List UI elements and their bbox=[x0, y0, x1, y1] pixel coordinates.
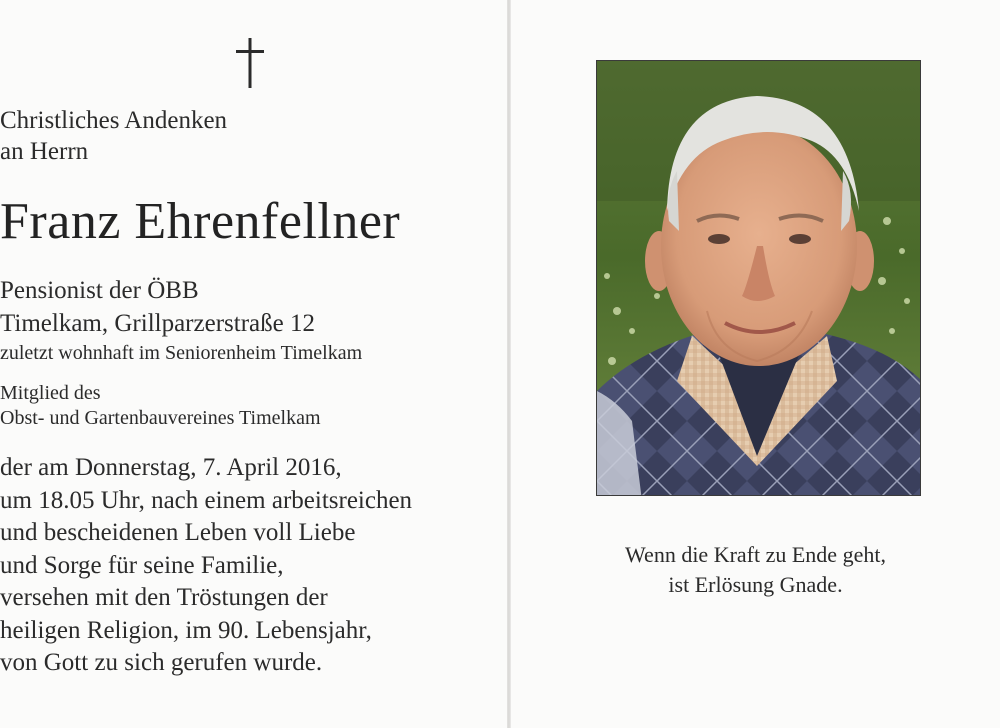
quote bbox=[511, 540, 1000, 600]
obituary-line: und bescheidenen Leben voll Liebe bbox=[0, 519, 356, 546]
portrait-photo bbox=[596, 60, 921, 496]
obituary-line: und Sorge für seine Familie, bbox=[0, 551, 284, 579]
portrait-illustration bbox=[597, 61, 921, 496]
membership-line: Obst- und Gartenbauvereines Timelkam bbox=[0, 407, 321, 429]
membership-line: Mitglied des bbox=[0, 382, 101, 404]
deceased-name: Franz Ehrenfellner bbox=[0, 193, 401, 250]
obituary-text bbox=[0, 452, 507, 680]
obituary-line: heiligen Religion, im 90. Lebensjahr, bbox=[0, 616, 372, 644]
quote-line: Wenn die Kraft zu Ende geht, bbox=[625, 542, 886, 567]
obituary-line: der am Donnerstag, 7. April 2016, bbox=[0, 454, 342, 481]
cross-icon bbox=[234, 38, 266, 88]
intro-text bbox=[0, 105, 507, 167]
address: Timelkam, Grillparzerstraße 12 bbox=[0, 310, 315, 337]
membership bbox=[0, 381, 507, 431]
intro-line: Christliches Andenken bbox=[0, 107, 228, 134]
obituary-line: von Gott zu sich gerufen wurde. bbox=[0, 649, 323, 676]
obituary-line: um 18.05 Uhr, nach einem arbeitsreichen bbox=[0, 486, 413, 514]
intro-line: an Herrn bbox=[0, 138, 89, 165]
residence: zuletzt wohnhaft im Seniorenheim Timelkam bbox=[0, 342, 363, 364]
quote-line: ist Erlösung Gnade. bbox=[668, 572, 843, 597]
obituary-line: versehen mit den Tröstungen der bbox=[0, 584, 328, 611]
occupation: Pensionist der ÖBB bbox=[0, 277, 199, 304]
